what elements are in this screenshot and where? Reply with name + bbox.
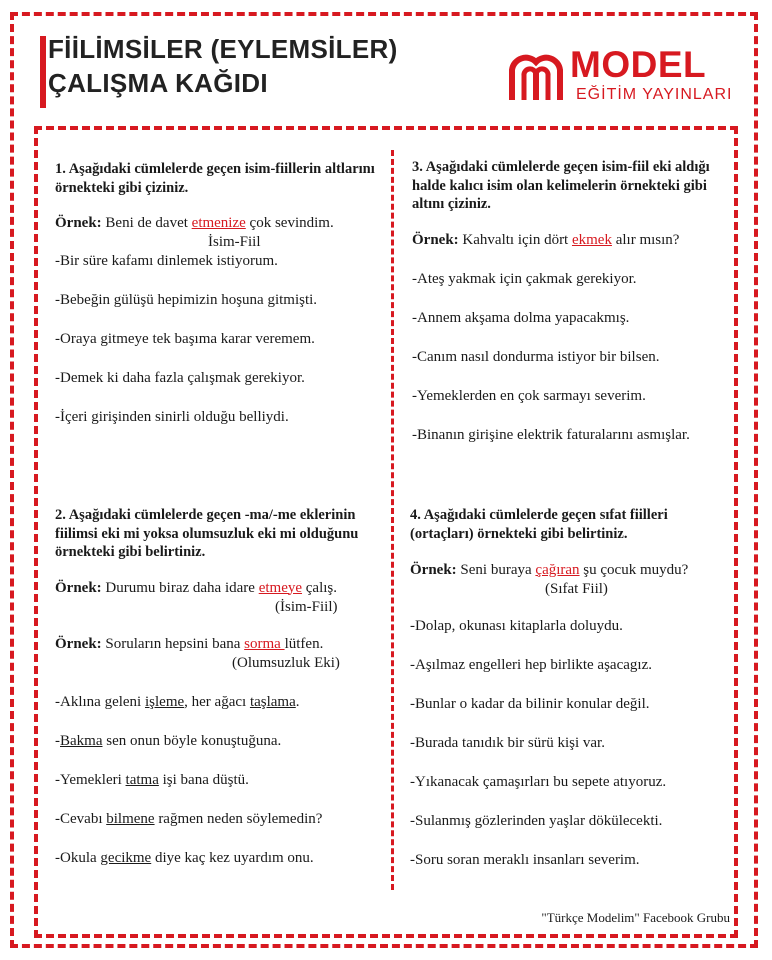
section-2-example-1-tag: (İsim-Fiil): [275, 598, 338, 615]
section-4-example-tag: (Sıfat Fiil): [545, 581, 608, 597]
section-4-question: 4. Aşağıdaki cümlelerde geçen sıfat fiilleri (ortaçları) örnekteki gibi belirtiniz.: [410, 507, 668, 542]
list-item: -Oraya gitmeye tek başıma karar veremem.: [55, 331, 315, 347]
list-item: -Sulanmış gözlerinden yaşlar dökülecekti.: [410, 813, 663, 829]
list-item: -İçeri girişinden sinirli olduğu belliydi.: [55, 409, 289, 425]
list-item: -Bakma sen onun böyle konuştuğuna.: [55, 732, 282, 749]
section-4: [410, 506, 734, 870]
list-item: -Dolap, okunası kitaplarla doluydu.: [410, 618, 623, 634]
list-item: -Yemeklerden en çok sarmayı severim.: [412, 387, 646, 404]
section-2-question: 2. Aşağıdaki cümlelerde geçen -ma/-me eklerinin fiilimsi eki mi yoksa olumsuzluk eki mi olduğunu örnekteki gibi belirtiniz.: [55, 507, 359, 560]
logo-subtitle: EĞİTİM YAYINLARI: [576, 86, 733, 103]
list-item: -Ateş yakmak için çakmak gerekiyor.: [412, 270, 637, 287]
model-logo-icon: [506, 50, 566, 106]
section-3-question: 3. Aşağıdaki cümlelerde geçen isim-fiil eki aldığı halde kalıcı isim olan kelimelerin örnekteki gibi altını çiziniz.: [412, 159, 710, 212]
section-3: [412, 158, 734, 445]
list-item: -Annem akşama dolma yapacakmış.: [412, 309, 630, 326]
section-1-example: Örnek: Beni de davet etmenize çok sevindim.: [55, 215, 334, 231]
list-item: -Cevabı bilmene rağmen neden söylemedin?: [55, 810, 323, 827]
column-divider: [391, 150, 394, 890]
highlighted-word: çağıran: [535, 562, 580, 578]
footer-credit: "Türkçe Modelim" Facebook Grubu: [541, 910, 730, 925]
section-1-question: 1. Aşağıdaki cümlelerde geçen isim-fiillerin altlarını örnekteki gibi çiziniz.: [55, 161, 375, 196]
section-1: [55, 160, 375, 427]
model-logo: [506, 46, 736, 108]
list-item: -Canım nasıl dondurma istiyor bir bilsen.: [412, 348, 660, 365]
highlighted-word: sorma: [244, 635, 285, 652]
header-accent-bar: [40, 36, 46, 108]
page-subtitle: ÇALIŞMA KAĞIDI: [48, 68, 268, 98]
section-2-example-2: Örnek: Soruların hepsini bana sorma lütfen.: [55, 635, 324, 652]
section-2: [55, 506, 375, 868]
section-4-example: Örnek: Seni buraya çağıran şu çocuk muydu?: [410, 562, 689, 578]
logo-wordmark: MODEL: [570, 44, 707, 85]
list-item: -Aklına geleni işleme, her ağacı taşlama.: [55, 693, 300, 710]
list-item: -Bebeğin gülüşü hepimizin hoşuna gitmişti.: [55, 292, 318, 308]
list-item: -Binanın girişine elektrik faturalarını asmışlar.: [412, 426, 690, 443]
list-item: -Yıkanacak çamaşırları bu sepete atıyoruz.: [410, 774, 667, 790]
highlighted-word: ekmek: [571, 231, 612, 248]
page-title: FİİLİMSİLER (EYLEMSİLER): [48, 34, 398, 64]
list-item: -Aşılmaz engelleri hep birlikte aşacagız.: [410, 657, 652, 673]
highlighted-word: etmeye: [258, 579, 303, 596]
list-item: -Yemekleri tatma işi bana düştü.: [55, 771, 249, 788]
list-item: -Soru soran meraklı insanları severim.: [410, 852, 640, 868]
list-item: -Okula gecikme diye kaç kez uyardım onu.: [55, 849, 314, 866]
section-3-example: Örnek: Kahvaltı için dört ekmek alır mısın?: [412, 231, 680, 248]
section-2-example-2-tag: (Olumsuzluk Eki): [232, 654, 340, 671]
highlighted-word: etmenize: [191, 215, 246, 231]
list-item: -Bir süre kafamı dinlemek istiyorum.: [55, 253, 278, 269]
section-2-example-1: Örnek: Durumu biraz daha idare etmeye çalış.: [55, 579, 338, 596]
list-item: -Bunlar o kadar da bilinir konular değil.: [410, 696, 650, 712]
list-item: -Burada tanıdık bir sürü kişi var.: [410, 735, 605, 751]
list-item: -Demek ki daha fazla çalışmak gerekiyor.: [55, 370, 305, 386]
section-1-example-tag: İsim-Fiil: [208, 234, 261, 250]
